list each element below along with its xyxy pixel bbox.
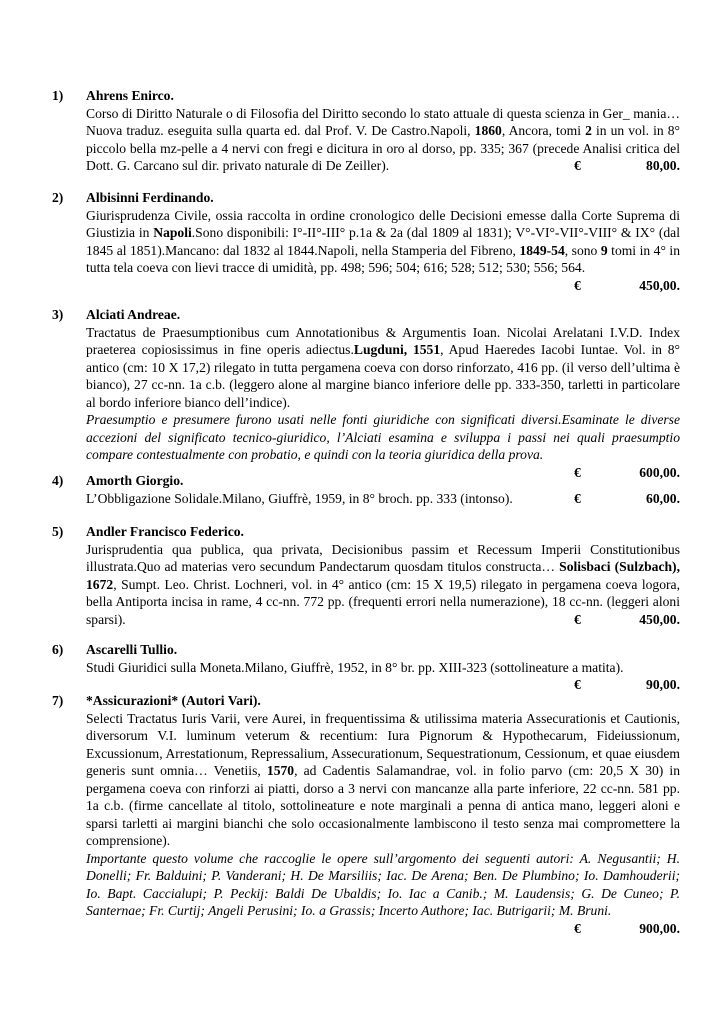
entry-price: € 900,00. bbox=[574, 920, 680, 936]
entry-price: € 450,00. bbox=[574, 277, 680, 293]
entry-description: Selecti Tractatus Iuris Varii, vere Aurei, in frequentissima & utilissima materia Assecurationis et Cautionis, diversorum V.I. luminum veterum & recentium: Iura Pignorum & Hypothecarum, Fideiussionum, Excussionum, Arrestationum, Repressalium, Assecurationum, Sequestrationum, Cessionum, et quae eiusdem generis sunt omnia… Venetiis, 1570, ad Cadentis Salamandrae, vol. in folio parvo (cm: 20,5 X 30) in pergamena coeva con rinforzi ai piatti, dorso a 3 nervi con mancanze alla parte inferiore, 22 cc-nn. 581 pp. 1a c.b. (firme cancellate al titolo, sottolineature e note marginali a penna di antica mano, leggeri aloni e sparsi tarletti ai margini bianchi che solo occasionalmente lambiscono il testo senza mai compromettere la comprensione). bbox=[86, 710, 681, 848]
entry-number: 5) bbox=[52, 524, 64, 539]
entry-number: 2) bbox=[52, 190, 64, 205]
entry-price: € 90,00. bbox=[574, 677, 680, 692]
entry-author: Ahrens Enirco. bbox=[86, 88, 174, 103]
entry-number: 3) bbox=[52, 307, 64, 322]
entry-note: Praesumptio e presumere furono usati nelle fonti giuridiche con significati diversi.Esaminate le diverse accezioni del significato tecnico-giuridico, l’Alciati esamina e sviluppa i passi nei quali praesumptio compare contestualmente con probatio, e quindi con la teoria giuridica della prova. bbox=[86, 412, 680, 462]
entry-price: € 60,00. bbox=[574, 490, 680, 506]
entry-price: € 450,00. bbox=[574, 611, 680, 627]
entry-description: Studi Giuridici sulla Moneta.Milano, Giuffrè, 1952, in 8° br. pp. XIII-323 (sottolineature a matita). bbox=[86, 659, 624, 675]
entry-note: Importante questo volume che raccoglie le opere sull’argomento dei seguenti autori: A. Negusantii; H. Donelli; Fr. Balduini; P. Vanderani; H. De Marsiliis; Iac. De Arena; Ben. De Plumbino; Io. Damhouderii; Io. Bapt. Caccialupi; P. Peckij: Baldi De Ubaldis; Io. Iac a Canib.; M. Laudensis; G. De Cuneo; P. Santernae; Fr. Curtij; Angeli Perusini; Io. a Grassis; Incerto Authore; Iac. Butrigarii; M. Bruni. € 900,00. bbox=[86, 850, 680, 936]
entry-description: Giurisprudenza Civile, ossia raccolta in ordine cronologico delle Decisioni emesse dalla Corte Suprema di Giustizia in Napoli.Sono disponibili: I°-II°-III° p.1a & 2a (dal 1809 al 1831); V°-VI°-VII°-VIII° & IX° (dal 1845 al 1851).Mancano: dal 1832 al 1844.Napoli, nella Stamperia del Fibreno, 1849-54, sono 9 tomi in 4° in tutta tela coeva con lievi tracce di umidità, pp. 498; 596; 504; 616; 528; 512; 530; 556; 564. € 450,00. bbox=[86, 207, 680, 293]
entry-description: Jurisprudentia qua publica, qua privata, Decisionibus passim et Recessum Imperii Constitutionibus illustrata.Quo ad materias vero secundum Pandectarum quosdam titulos constructa… Solisbaci (Sulzbach), 1672, Sumpt. Leo. Christ. Lochneri, vol. in 4° antico (cm: 15 X 19,5) rilegato in pergamena coeva logora, bella Antiporta incisa in rame, 4 cc-nn. 772 pp. (frequenti errori nella numerazione), 18 cc-nn. (leggeri aloni sparsi). € 450,00. bbox=[86, 541, 680, 627]
entry-price: € 80,00. bbox=[574, 158, 680, 173]
entry-number: 4) bbox=[52, 473, 64, 488]
entry-author: Amorth Giorgio. bbox=[86, 473, 184, 488]
entry-description: Corso di Diritto Naturale o di Filosofia del Diritto secondo lo stato attuale di questa scienza in Ger_ mania… Nuova traduz. eseguita sulla quarta ed. dal Prof. V. De Castro.Napoli, 1860, Ancora, tomi 2 in un vol. in 8° piccolo bella mz-pelle a 4 nervi con fregi e dicitura in oro al dorso, pp. 335; 367 (precede Analisi critica del Dott. G. Carcano sul dir. privato naturale di De Zeiller). € 80,00. bbox=[86, 105, 680, 173]
entry-number: 6) bbox=[52, 642, 64, 657]
entry-price: € 600,00. bbox=[574, 464, 680, 480]
entry-author: Alciati Andreae. bbox=[86, 307, 181, 322]
entry-description: L’Obbligazione Solidale.Milano, Giuffrè, 1959, in 8° broch. pp. 333 (intonso). € 60,00. bbox=[86, 490, 680, 506]
entry-author: Ascarelli Tullio. bbox=[86, 642, 178, 657]
entry-number: 1) bbox=[52, 88, 64, 103]
entry-author: Albisinni Ferdinando. bbox=[86, 190, 214, 205]
entry-author: *Assicurazioni* (Autori Vari). bbox=[86, 693, 261, 708]
entry-description: Tractatus de Praesumptionibus cum Annotationibus & Argumentis Ioan. Nicolai Arelatani I.V.D. Index praeterea copiosissimus in fine operis adiectus.Lugduni, 1551, Apud Haeredes Iacobi Iuntae. Vol. in 8° antico (cm: 10 X 17,2) rilegato in tutta pergamena coeva con dorso rinforzato, 416 pp. (il verso dell’ultima è bianco), 27 cc-nn. 1a c.b. (leggero alone al margine bianco inferiore delle pp. 333-350, tarletti in particolare al bordo inferiore bianco dell’indice). bbox=[86, 324, 680, 410]
entry-author: Andler Francisco Federico. bbox=[86, 524, 244, 539]
entry-number: 7) bbox=[52, 693, 64, 708]
